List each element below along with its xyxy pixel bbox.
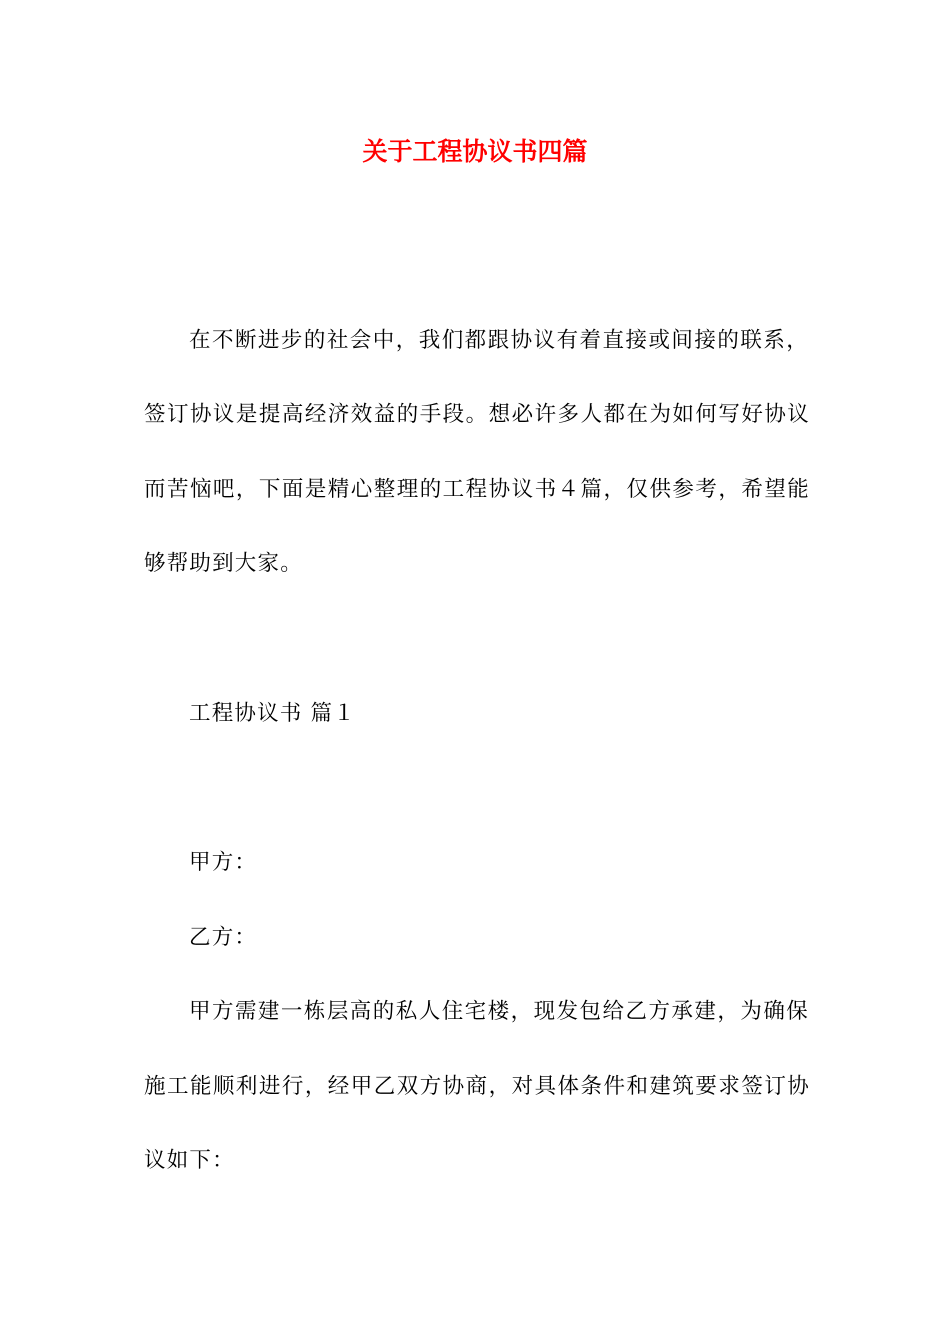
body-line-2: 施工能顺利进行，经甲乙双方协商，对具体条件和建筑要求签订协 <box>144 1074 810 1099</box>
section-heading: 工程协议书 篇１ <box>189 701 356 726</box>
body-line-1: 甲方需建一栋层高的私人住宅楼，现发包给乙方承建，为确保 <box>189 999 809 1024</box>
intro-line-4: 够帮助到大家。 <box>144 551 303 576</box>
body-line-3: 议如下： <box>144 1148 235 1173</box>
intro-line-1: 在不断进步的社会中，我们都跟协议有着直接或间接的联系， <box>189 328 809 353</box>
intro-line-3: 而苦恼吧，下面是精心整理的工程协议书４篇，仅供参考，希望能 <box>144 477 810 502</box>
intro-line-2: 签订协议是提高经济效益的手段。想必许多人都在为如何写好协议 <box>144 402 810 427</box>
document-title: 关于工程协议书四篇 <box>362 137 588 166</box>
party-b-label: 乙方： <box>189 925 258 950</box>
party-a-label: 甲方： <box>189 850 258 875</box>
